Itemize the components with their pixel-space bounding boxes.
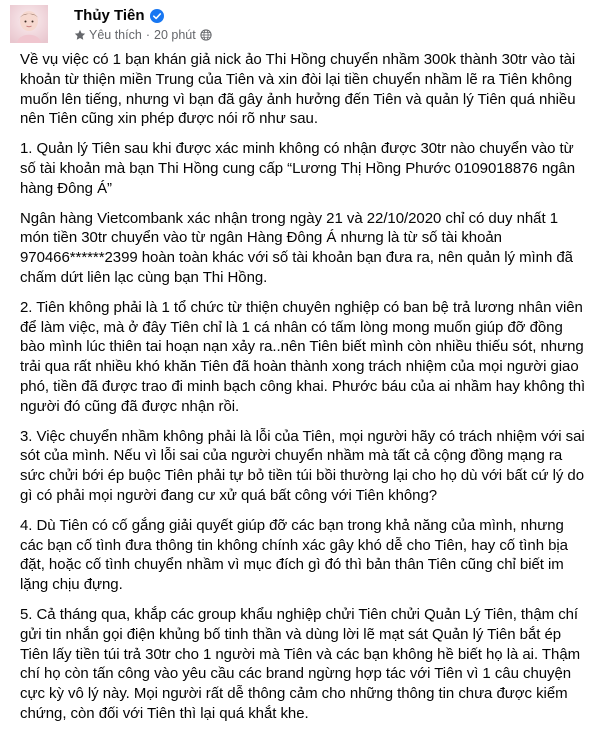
author-avatar[interactable] (10, 5, 48, 43)
author-name[interactable]: Thủy Tiên (74, 6, 145, 24)
post-paragraph-5: 5. Cả tháng qua, khắp các group khẩu nghiệp chửi Tiên chửi Quản Lý Tiên, thậm chí gửi tin nhắn gọi điện khủng bố tinh thần và dùng lời lẽ mạt sát Quản lý Tiên bắt ép Tiên lấy tiền túi trả 30tr cho 1 người mà Tiên và các bạn không hề biết họ là ai. Thậm chí họ còn tấn công vào yêu cầu các brand ngừng hợp tác với Tiên vì 1 câu chuyện cực kỳ vô lý này. Mọi người rất dễ thông cảm cho những thông tin chưa được kiểm chứng, còn đối với Tiên thì lại quá khắt khe. (20, 605, 581, 722)
post-paragraph-4: 4. Dù Tiên có cố gắng giải quyết giúp đỡ các bạn trong khả năng của mình, nhưng các bạn cố tình đưa thông tin không chính xác gây khó dễ cho Tiên, hay cố tình bịa đặt, hoặc cố tình chuyển nhầm vì mục đích gì đó thì bản thân Tiên cũng chỉ biết im lặng chịu đựng. (20, 516, 568, 594)
favorite-label: Yêu thích (89, 27, 142, 42)
avatar-photo-icon (10, 5, 48, 43)
header-text (74, 6, 212, 43)
post-body (20, 50, 586, 734)
globe-icon[interactable] (200, 29, 212, 41)
post-paragraph-intro: Về vụ việc có 1 bạn khán giả nick ảo Thi Hồng chuyển nhầm 300k thành 30tr vào tài khoản từ thiện miền Trung của Tiên và xin đòi lại tiền chuyển nhầm lẽ ra Tiên không muốn lên tiếng, nhưng vì bạn đã gây ảnh hưởng đến Tiên và quản lý Tiên quá nhiều nên Tiên cũng xin phép được nói rõ như sau. (20, 51, 576, 128)
post-paragraph-2: 2. Tiên không phải là 1 tổ chức từ thiện chuyên nghiệp có ban bệ trả lương nhân viên để làm việc, mà ở đây Tiên chỉ là 1 cá nhân có tấm lòng mong muốn giúp đỡ đồng bào mình lúc thiên tai hoạn nạn xảy ra..nên Tiên biết mình còn nhiều thiếu sót, nhưng trải qua rất nhiều khó khăn Tiên đã hoàn thành xong trách nhiệm của mọi người giao phó, tiền đã được trao đi minh bạch công khai. Phước báu của ai nhầm hay không thì người đó cũng đã được nhận rồi. (20, 298, 586, 415)
verified-badge-icon (150, 9, 164, 23)
star-icon (74, 29, 86, 41)
post-timestamp[interactable]: 20 phút (154, 27, 196, 42)
post-paragraph-3: 3. Việc chuyển nhầm không phải là lỗi của Tiên, mọi người hãy có trách nhiệm với sai sót của mình. Nếu vì lỗi sai của người chuyển nhầm mà tất cả cộng đồng mạng ra sức chửi bới ép buộc Tiên phải tự bỏ tiền túi bồi thường lại cho họ dù với bất cứ lý do gì có phải mọi người đang cư xử quá bất công với Tiên không? (20, 427, 585, 504)
meta-separator: · (145, 27, 150, 42)
post-paragraph-1: 1. Quản lý Tiên sau khi được xác minh không có nhận được 30tr nào chuyển vào từ số tài khoản mà bạn Thi Hồng cung cấp “Lương Thị Hồng Phước 0109018876 ngân hàng Đông Á” (20, 140, 575, 197)
post-paragraph-bank-confirmation: Ngân hàng Vietcombank xác nhận trong ngày 21 và 22/10/2020 chỉ có duy nhất 1 món tiền 30tr chuyển vào từ ngân Hàng Đông Á nhưng là từ số tài khoản 970466******2399 hoàn toàn khác với số tài khoản bạn đưa ra, nên quản lý mình đã chấm dứt liên lạc cùng bạn Thi Hồng. (20, 209, 573, 286)
post-meta (74, 27, 212, 43)
author-name-row (74, 6, 212, 26)
post-header (10, 2, 212, 46)
